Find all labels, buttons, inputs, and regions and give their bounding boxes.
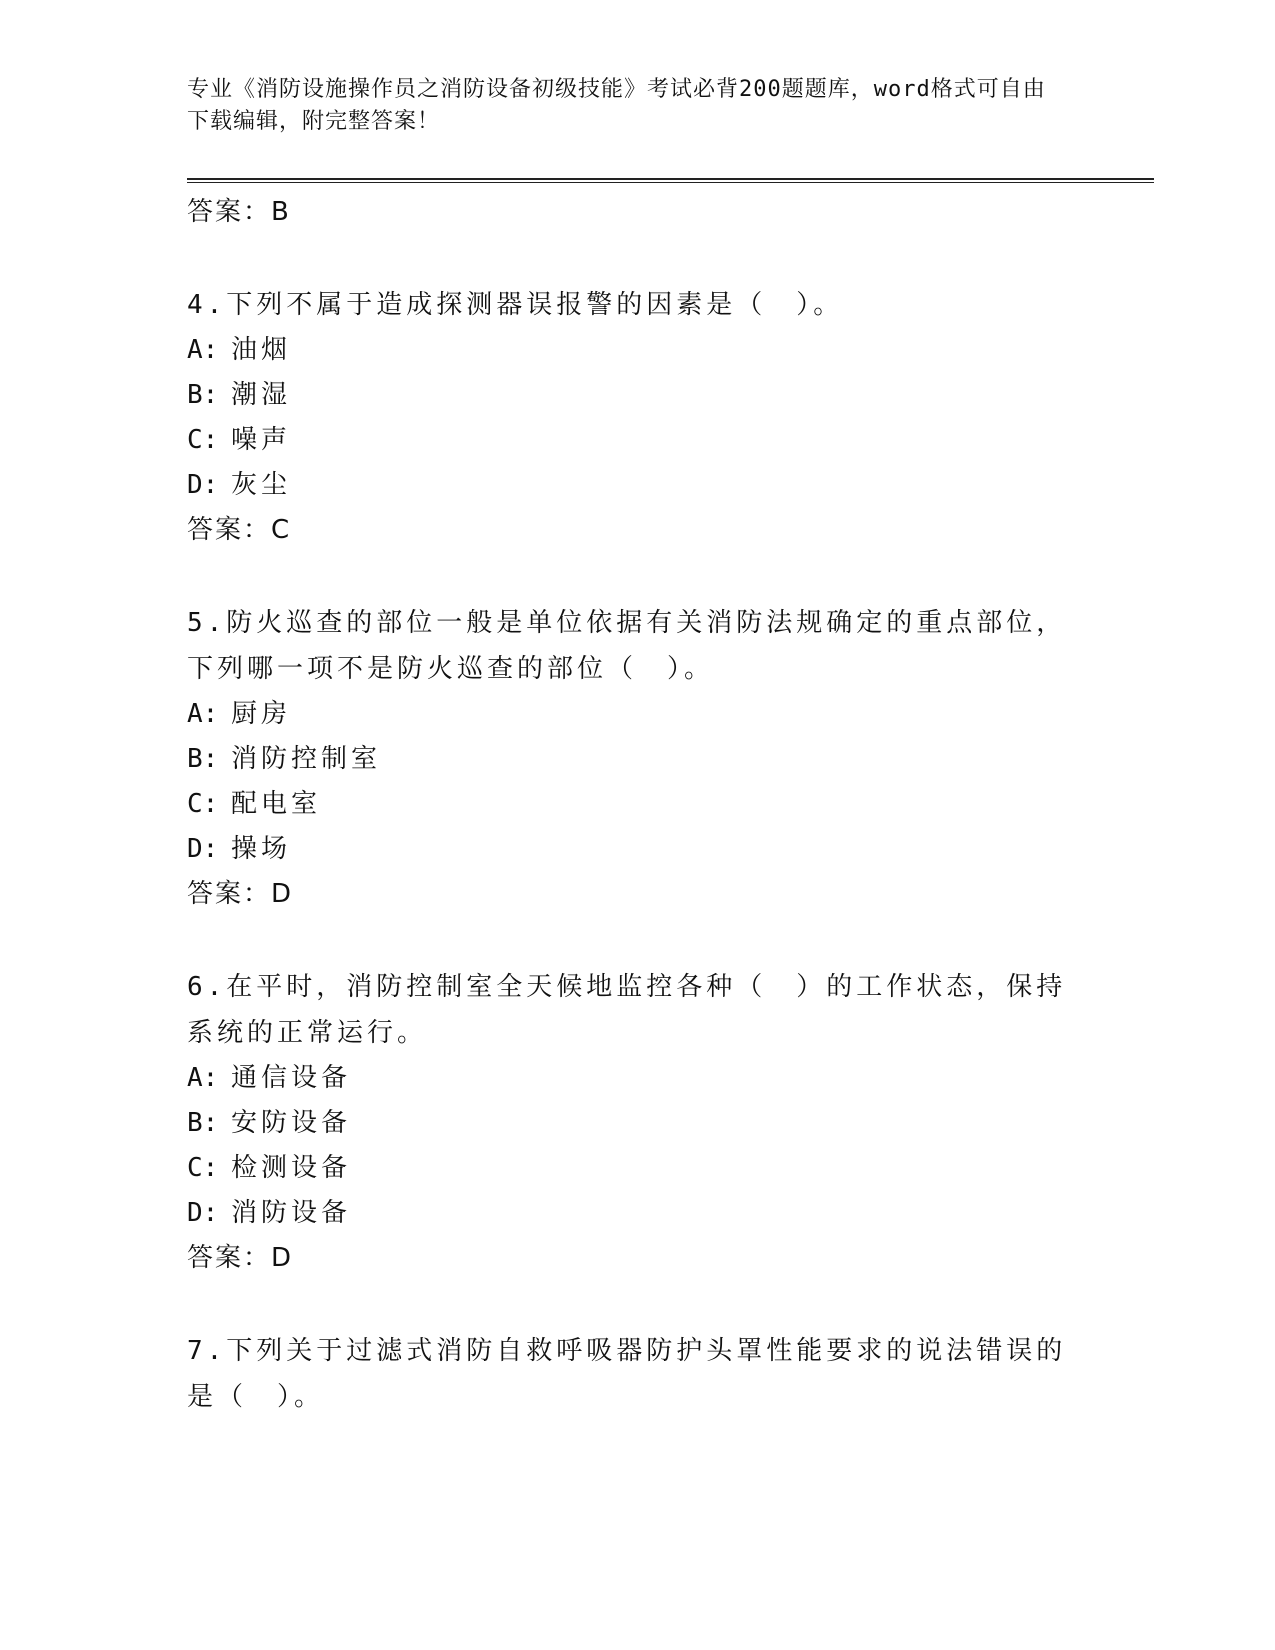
option-a: [187, 328, 1067, 373]
spacer: [187, 916, 1067, 964]
option-text: 厨房: [231, 699, 292, 729]
option-letter: A:: [187, 335, 219, 365]
option-b: [187, 373, 1067, 418]
option-a: [187, 692, 1067, 737]
page-header: [187, 74, 1067, 138]
spacer: [187, 234, 1067, 282]
option-text: 噪声: [231, 425, 292, 455]
option-letter: A:: [187, 1063, 219, 1093]
answer-line: 答案：B: [187, 197, 291, 227]
answer-line: 答案：C: [187, 515, 292, 545]
question-stem: 6.在平时，消防控制室全天候地监控各种（ ）的工作状态，保持系统的正常运行。: [187, 972, 1067, 1048]
option-letter: D:: [187, 1198, 219, 1228]
option-text: 消防设备: [231, 1198, 352, 1228]
option-letter: C:: [187, 425, 219, 455]
option-c: [187, 1146, 1067, 1191]
option-letter: C:: [187, 1153, 219, 1183]
header-divider: [187, 178, 1154, 183]
question-item: [187, 600, 1067, 916]
option-d: [187, 1191, 1067, 1236]
answer-line: 答案：D: [187, 879, 294, 909]
question-item: [187, 1328, 1067, 1420]
option-text: 潮湿: [231, 380, 292, 410]
option-text: 配电室: [231, 789, 322, 819]
option-text: 通信设备: [231, 1063, 352, 1093]
spacer: [187, 1280, 1067, 1328]
option-letter: C:: [187, 789, 219, 819]
spacer: [187, 552, 1067, 600]
header-text: 专业《消防设施操作员之消防设备初级技能》考试必背200题题库，word格式可自由下载编辑，附完整答案！: [187, 77, 1046, 134]
option-text: 消防控制室: [231, 744, 382, 774]
option-text: 操场: [231, 834, 292, 864]
option-text: 灰尘: [231, 470, 292, 500]
option-letter: D:: [187, 834, 219, 864]
option-text: 安防设备: [231, 1108, 352, 1138]
question-item: [187, 964, 1067, 1280]
option-letter: A:: [187, 699, 219, 729]
option-c: [187, 782, 1067, 827]
option-d: [187, 827, 1067, 872]
option-letter: B:: [187, 1108, 219, 1138]
option-d: [187, 463, 1067, 508]
option-text: 检测设备: [231, 1153, 352, 1183]
option-a: [187, 1056, 1067, 1101]
question-item: [187, 282, 1067, 552]
option-text: 油烟: [231, 335, 292, 365]
option-letter: D:: [187, 470, 219, 500]
option-letter: B:: [187, 744, 219, 774]
question-list: [187, 190, 1067, 1420]
question-stem: 7.下列关于过滤式消防自救呼吸器防护头罩性能要求的说法错误的是（ ）。: [187, 1336, 1067, 1412]
option-c: [187, 418, 1067, 463]
question-stem: 4.下列不属于造成探测器误报警的因素是（ ）。: [187, 290, 844, 320]
answer-line: 答案：D: [187, 1243, 294, 1273]
question-stem: 5.防火巡查的部位一般是单位依据有关消防法规确定的重点部位，下列哪一项不是防火巡查的部位（ ）。: [187, 608, 1067, 684]
option-b: [187, 1101, 1067, 1146]
option-b: [187, 737, 1067, 782]
option-letter: B:: [187, 380, 219, 410]
